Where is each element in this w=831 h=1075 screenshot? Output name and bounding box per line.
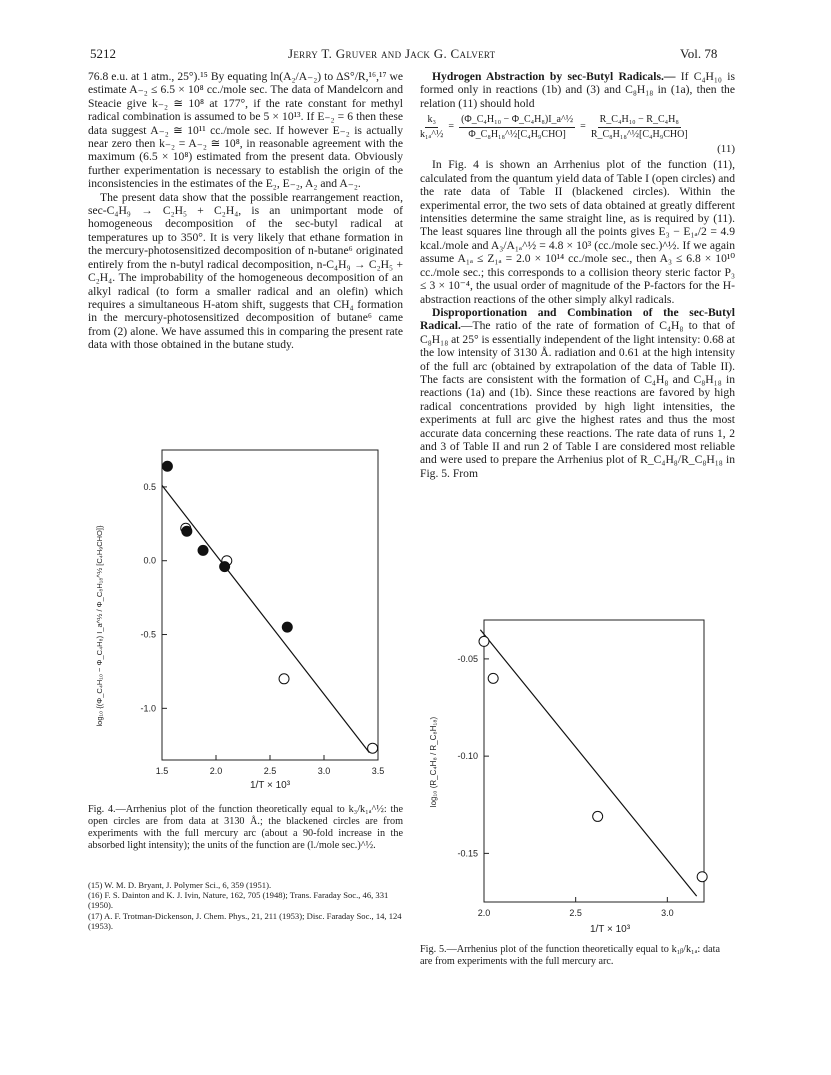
- eq-rhs-den: R_C₈H₁₈^½[C₄H₉CHO]: [590, 128, 688, 140]
- right-paragraph-3: —The ratio of the rate of formation of C₄H₈ to that of C₈H₁₈ at 25° is essentially independent of the light intensity: 0.68 at the low intensity of 3130 Å. radiation and 0.61 at the high intensity of the full arc (obtained by extrapolation of the data of Table II). The facts are consistent with the formation of C₄H₈ and C₈H₁₈ in reactions (1a) and (1b). Since these reactions are favored by high radical concentrations provided by high light intensities, the experiments at full arc give the highest rates and thus the most accurate data concerning these reactions. The rate data of runs 1, 2 and 3 of Table II and run 2 of Table I are considered most reliable and were used to prepare the Arrhenius plot of R_C₄H₈/R_C₈H₁₈ in Fig. 5. From: [420, 319, 735, 480]
- figure-5-chart: [420, 612, 720, 942]
- fig4-fit-line: [162, 485, 369, 752]
- fig4-open-point: [279, 674, 289, 684]
- eq-lhs-num: k₃: [425, 113, 438, 127]
- eq-rhs-num: R_C₄H₁₀ − R_C₄H₈: [598, 113, 681, 127]
- fig4-xtick-label: 1.5: [155, 766, 169, 776]
- fig5-fit-line: [480, 630, 696, 896]
- fig4-xtick-label: 2.0: [209, 766, 223, 776]
- fig4-ylabel: log₁₀ {(Φ_C₄H₁₀ − Φ_C₄H₈) I_a^½ / Φ_C₈H₁₈^½ [C₄H₉CHO]}: [95, 525, 104, 727]
- fig4-plot-frame: [162, 450, 378, 760]
- figure-5-caption: Fig. 5.—Arrhenius plot of the function theoretically equal to k₁ᵦ/k₁ₐ: data are from experiments with the full mercury arc.: [420, 944, 720, 967]
- eq-rhs: [591, 113, 688, 141]
- fig5-open-point: [593, 811, 603, 821]
- fig4-xtick-label: 3.0: [317, 766, 331, 776]
- figure-4-caption: Fig. 4.—Arrhenius plot of the function theoretically equal to k₃/k₁ₐ^½: the open circles are from data at 3130 Å.; the blackened circles are from experiments with the full mercury arc (about a 90-fold increase in the absorbed light intensity); the units of the function are (l./mole sec.)^½.: [88, 804, 403, 851]
- right-column-text: [420, 70, 735, 480]
- eq-lhs: [420, 113, 443, 141]
- figure-4-chart: [80, 436, 440, 796]
- left-paragraph-1: 76.8 e.u. at 1 atm., 25°).¹⁵ By equating ln(A₂/A₋₂) to ΔS°/R,¹⁶,¹⁷ we estimate A₋₂ ≤ 6.5 × 10⁸ cc./mole sec. The data of Mandelcorn and Steacie give k₋₂ ≅ 10⁸ at 177°, if the rate constant for methyl radical combination is assumed to be 5 × 10¹³. If E₋₂ = 6 then these data suggest A₋₂ ≅ 10¹¹ cc./mole sec. If however E₋₂ is actually near zero then k₋₂ = A₋₂ ≅ 10⁸, in reasonable agreement with the maximum (6.5 × 10⁸) estimated from the present data. Obviously further experimentation is necessary to establish the origin of the inconsistencies in the estimates of the E₂, E₋₂, A₂ and A₋₂.: [88, 70, 403, 191]
- fig4-ytick-label: -0.5: [140, 629, 156, 640]
- fig4-filled-point: [282, 622, 292, 632]
- fig4-filled-point: [198, 545, 208, 555]
- fig4-ytick-label: -1.0: [140, 703, 156, 714]
- fig5-ytick-label: -0.05: [457, 653, 478, 664]
- equation-11: $\frac{\text{k₃}}{\text{k₁ₐ\textasciicircum{}½}}$ = $\frac{\text{(Φ\_C₄H₁₀ − Φ\_C₄H₈)I\_a\textasciicircum{}½}}{\text{Φ\_C₈H₁₈\textasciicircum{}½[C₄H₉CHO]}}$ = $\frac{\text{R\_C₄H₁₀ − R\_C₄H₈}}{\text{R\_C₈H₁₈\textasciicircum{}½[C₄H₉CHO]}}$: [420, 114, 688, 140]
- footnotes: [88, 880, 403, 931]
- fig5-open-point: [697, 872, 707, 882]
- fig5-xtick-label: 3.0: [661, 908, 674, 918]
- fig4-xtick-label: 3.5: [371, 766, 385, 776]
- fig4-filled-point: [220, 562, 230, 572]
- right-paragraph-1: If C₄H₁₀ is formed only in reactions (1b) and (3) and C₈H₁₈ in (1a), then the relation (11) should hold: [420, 70, 735, 110]
- page-number: 5212: [90, 46, 116, 61]
- eq-mid: [459, 113, 575, 141]
- right-paragraph-2: In Fig. 4 is shown an Arrhenius plot of the function (11), calculated from the quantum yield data of Table I (open circles) and the rate data of Table II (blackened circles). Within the experimental error, the two sets of data obtained at greatly different intensities determine the same straight line, as is required by (11). The least squares line through all the points gives E₃ − E₁ₐ/2 = 4.9 kcal./mole and A₃/A₁ₐ^½ = 4.8 × 10³ (cc./mole sec.)^½. If we again assume A₁ₐ ≤ Z₁ₐ = 2.0 × 10¹⁴ cc./mole sec., then A₃ ≤ 6.8 × 10¹⁰ cc./mole sec.; this corresponds to a collision theory steric factor P₃ ≤ 3 × 10⁻⁴, the usual order of magnitude of the P-factors for the H-abstraction reactions of the other simply alkyl radicals.: [420, 158, 735, 306]
- fig5-ytick-label: -0.10: [457, 751, 478, 762]
- eq-mid-num: (Φ_C₄H₁₀ − Φ_C₄H₈)I_a^½: [459, 113, 575, 127]
- fig5-ytick-label: -0.15: [457, 848, 478, 859]
- fig4-ytick-label: 0.0: [143, 555, 156, 566]
- left-column-text: [88, 70, 403, 352]
- fig5-xtick-label: 2.0: [477, 908, 491, 918]
- fig5-plot-frame: [484, 620, 704, 902]
- eq-mid-den: Φ_C₈H₁₈^½[C₄H₉CHO]: [468, 128, 566, 140]
- fig4-ytick-label: 0.5: [143, 481, 156, 492]
- footnote-17: (17) A. F. Trotman-Dickenson, J. Chem. Phys., 21, 211 (1953); Disc. Faraday Soc., 14, 124 (1953).: [88, 910, 402, 931]
- fig5-ylabel: log₁₀ (R_C₄H₈ / R_C₈H₁₈): [429, 716, 438, 808]
- footnote-15: (15) W. M. D. Bryant, J. Polymer Sci., 6, 359 (1951).: [88, 880, 272, 890]
- eq-lhs-den: k₁ₐ^½: [420, 128, 444, 140]
- fig4-filled-point: [182, 526, 192, 536]
- fig4-filled-point: [162, 461, 172, 471]
- fig5-xtick-label: 2.5: [569, 908, 582, 918]
- fig5-xlabel: 1/T × 10³: [589, 924, 631, 935]
- equation-number: (11): [717, 143, 735, 156]
- left-paragraph-2: The present data show that the possible rearrangement reaction, sec-C₄H₉ → C₂H₅ + C₂H₄, is an unimportant mode of homogeneous decomposition of the sec-butyl radical at temperatures up to 350°. It is very likely that ethane formation in the mercury-photosensitized decomposition of n-butane⁶ originated entirely from the n-butyl radical decomposition, n-C₄H₉ → C₂H₅ + C₂H₄. The improbability of the homogeneous decomposition of an alkyl radical (to form a smaller radical and an olefin) which requires a simultaneous H-atom shift, suggests that CH₄ formation in the mercury-photosensitized decomposition of butane⁶ came from (2) alone. We have assumed this in comparing the present rate data with those obtained in the butane study.: [88, 190, 403, 352]
- volume-label: Vol. 78: [680, 46, 718, 61]
- heading-disproportionation: Disproportionation and Combination of the sec-Butyl Radical.: [420, 305, 735, 333]
- fig5-open-point: [488, 673, 498, 683]
- fig5-open-point: [479, 636, 489, 646]
- fig4-xlabel: 1/T × 10³: [249, 780, 291, 791]
- fig4-open-point: [368, 743, 378, 753]
- heading-hydrogen-abstraction: Hydrogen Abstraction by sec-Butyl Radicals.—: [432, 70, 676, 83]
- fig4-xtick-label: 2.5: [263, 766, 277, 776]
- running-head-authors: Jerry T. Gruver and Jack G. Calvert: [288, 46, 496, 61]
- footnote-16: (16) F. S. Dainton and K. J. Ivin, Nature, 162, 705 (1948); Trans. Faraday Soc., 46, 331 (1950).: [88, 890, 389, 911]
